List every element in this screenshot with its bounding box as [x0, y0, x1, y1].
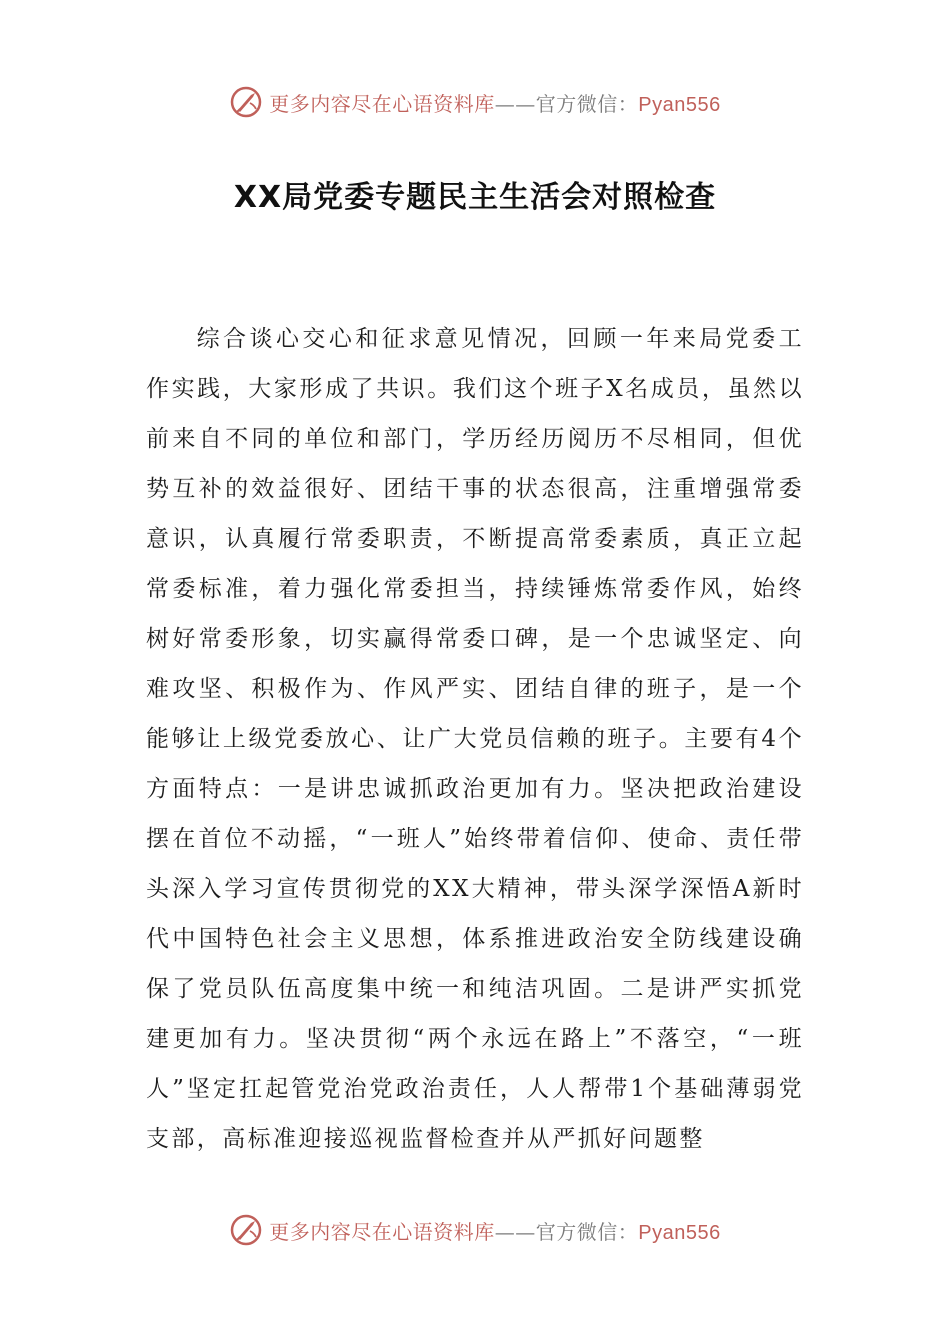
footer-wechat-id: Pyan556	[638, 1221, 721, 1244]
quill-pen-logo-icon	[229, 85, 263, 119]
header-banner	[0, 82, 950, 122]
quill-pen-logo-icon	[229, 1213, 263, 1247]
footer-separator: ——	[494, 1219, 536, 1244]
footer-wechat-label: 官方微信：	[535, 1219, 639, 1244]
header-wechat-label: 官方微信：	[535, 91, 639, 116]
body-paragraph: 综合谈心交心和征求意见情况，回顾一年来局党委工作实践，大家形成了共识。我们这个班子X名成员，虽然以前来自不同的单位和部门，学历经历阅历不尽相同，但优势互补的效益很好、团结干事的状态很高，注重增强常委意识，认真履行常委职责，不断提高常委素质，真正立起常委标准，着力强化常委担当，持续锤炼常委作风，始终树好常委形象，切实赢得常委口碑，是一个忠诚坚定、向难攻坚、积极作为、作风严实、团结自律的班子，是一个能够让上级党委放心、让广大党员信赖的班子。主要有4个方面特点：一是讲忠诚抓政治更加有力。坚决把政治建设摆在首位不动摇，“一班人”始终带着信仰、使命、责任带头深入学习宣传贯彻党的XX大精神，带头深学深悟A新时代中国特色社会主义思想，体系推进政治安全防线建设确保了党员队伍高度集中统一和纯洁巩固。二是讲严实抓党建更加有力。坚决贯彻“两个永远在路上”不落空，“一班人”坚定扛起管党治党政治责任，人人帮带1个基础薄弱党支部，高标准迎接巡视监督检查并从严抓好问题整	[146, 326, 804, 1152]
header-brand: 更多内容尽在心语资料库	[269, 91, 495, 116]
header-separator: ——	[494, 91, 536, 116]
header-banner-text	[269, 88, 720, 117]
footer-banner	[0, 1210, 950, 1250]
footer-brand: 更多内容尽在心语资料库	[269, 1219, 495, 1244]
document-title: XX局党委专题民主生活会对照检查	[233, 180, 717, 215]
header-wechat-id: Pyan556	[638, 93, 721, 116]
footer-banner-text	[269, 1216, 720, 1245]
